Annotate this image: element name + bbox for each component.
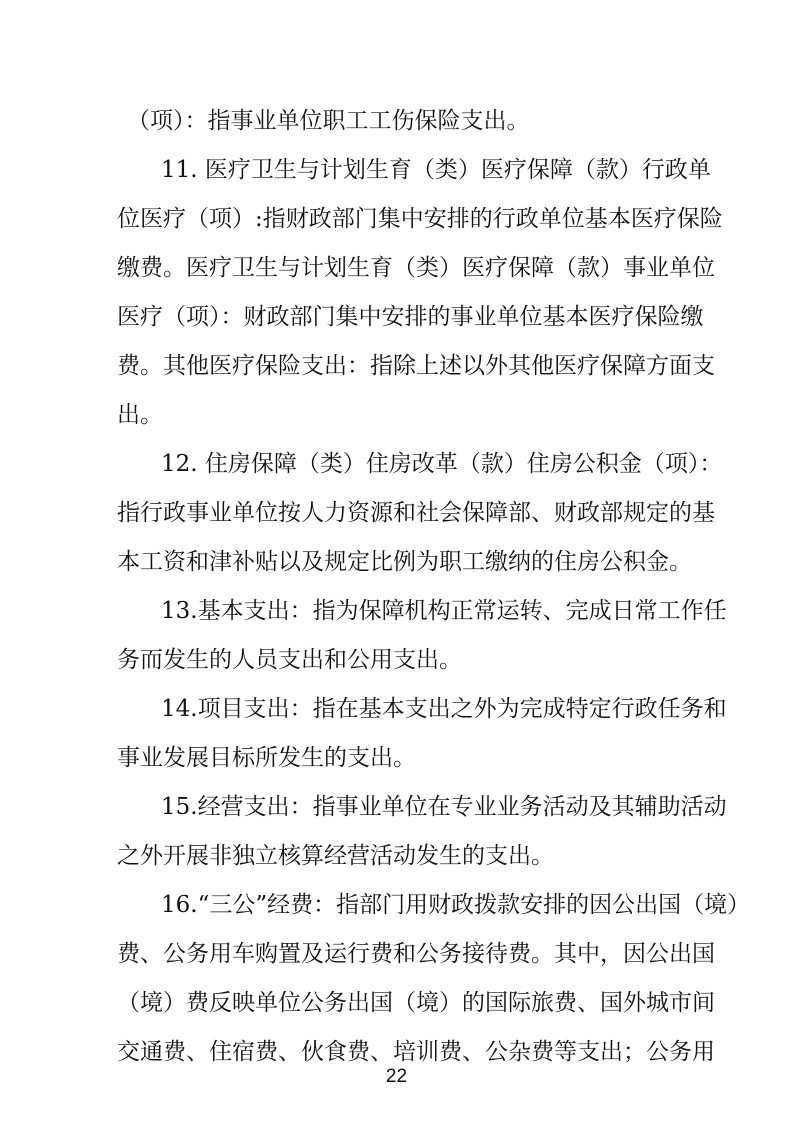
text-line-content: 12. 住房保障（类）住房改革（款）住房公积金（项）： [161,451,723,477]
text-line [0,983,793,1023]
text-line-content: 务而发生的人员支出和公用支出。 [117,647,462,673]
text-line [0,689,793,729]
text-line-content: 11. 医疗卫生与计划生育（类）医疗保障（款）行政单 [161,157,711,183]
text-line [0,150,793,190]
text-line [0,346,793,386]
text-line [0,101,793,141]
text-line-content: 医疗（项）：财政部门集中安排的事业单位基本医疗保险缴 [117,304,704,330]
text-line [0,591,793,631]
text-line-content: 交通费、住宿费、伙食费、培训费、公杂费等支出；公务用 [117,1039,715,1065]
text-line [0,297,793,337]
text-line-content: 本工资和津补贴以及规定比例为职工缴纳的住房公积金。 [117,549,692,575]
text-line [0,248,793,288]
text-line-content: 15.经营支出：指事业单位在专业业务活动及其辅助活动 [161,794,727,820]
text-line-content: （境）费反映单位公务出国（境）的国际旅费、国外城市间 [117,990,715,1016]
text-line-content: 位医疗（项）:指财政部门集中安排的行政单位基本医疗保险 [117,206,723,232]
text-line-content: 费。其他医疗保险支出：指除上述以外其他医疗保障方面支 [117,353,715,379]
text-line [0,934,793,974]
text-line [0,885,793,925]
text-line-content: 13.基本支出：指为保障机构正常运转、完成日常工作任 [161,598,727,624]
text-line [0,395,793,435]
text-line-content: 缴费。医疗卫生与计划生育（类）医疗保障（款）事业单位 [117,255,715,281]
text-line-content: （项）：指事业单位职工工伤保险支出。 [127,108,530,134]
text-line [0,444,793,484]
text-line-content: 事业发展目标所发生的支出。 [117,745,416,771]
text-line [0,787,793,827]
text-line [0,738,793,778]
text-line [0,542,793,582]
text-line-content: 16.“三公”经费：指部门用财政拨款安排的因公出国（境） [161,892,751,918]
text-line [0,836,793,876]
page-number: 22 [385,1066,408,1087]
text-line-content: 14.项目支出：指在基本支出之外为完成特定行政任务和 [161,696,727,722]
text-line-content: 指行政事业单位按人力资源和社会保障部、财政部规定的基 [117,500,715,526]
text-line-content: 出。 [117,402,163,428]
text-line-content: 之外开展非独立核算经营活动发生的支出。 [117,843,554,869]
text-line [0,640,793,680]
text-line [0,199,793,239]
text-line [0,493,793,533]
text-line-content: 费、公务用车购置及运行费和公务接待费。其中，因公出国 [117,941,715,967]
